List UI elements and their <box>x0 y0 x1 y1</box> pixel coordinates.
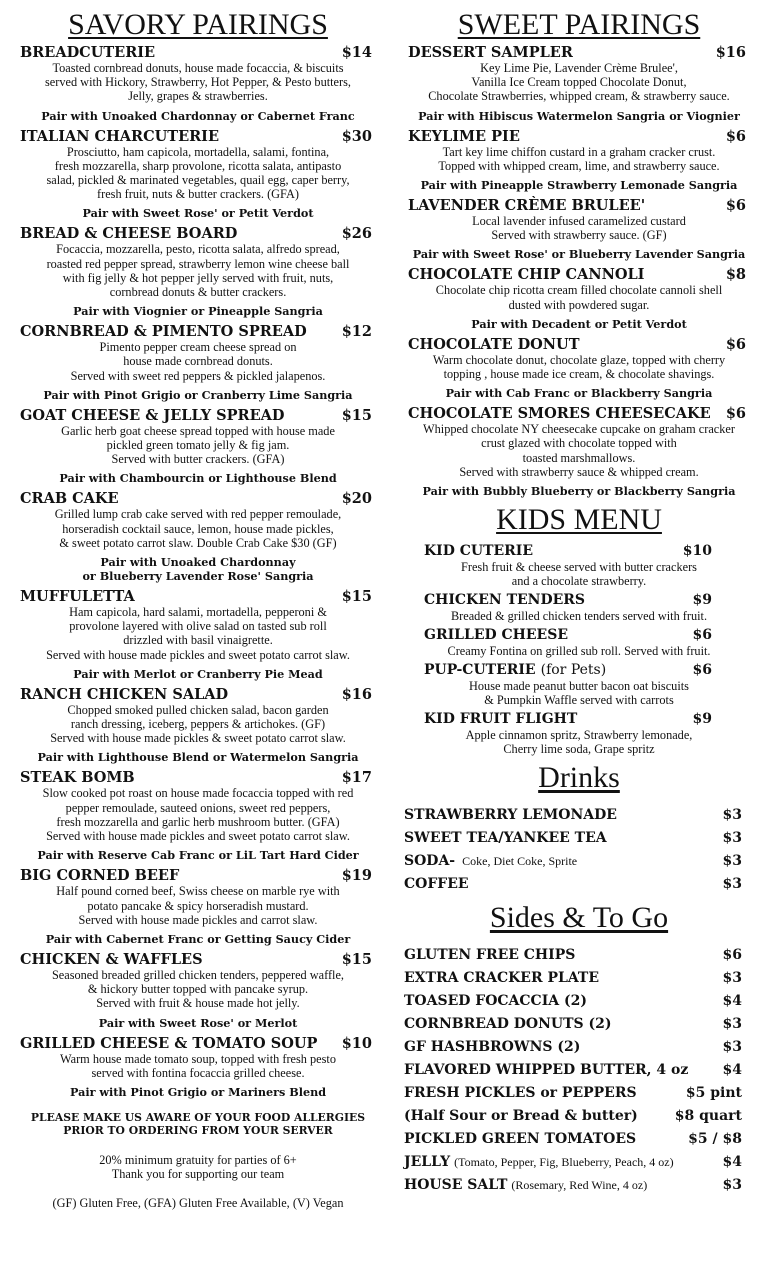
item-name-row <box>398 128 760 145</box>
item-price: $15 <box>341 588 372 606</box>
item-description: Warm house made tomato soup, topped with fresh pesto served with fontina focaccia grilled cheese. <box>60 1051 336 1080</box>
item-name: BIG CORNED BEEF <box>20 867 180 885</box>
kids-item-title: CHICKEN TENDERS <box>424 592 586 609</box>
right-column <box>398 0 760 1197</box>
kids-item-title: GRILLED CHEESE <box>424 627 569 644</box>
drinks-item-row <box>398 873 760 896</box>
drinks-item-price: $3 <box>722 830 742 847</box>
kids-item-price: $6 <box>692 627 712 644</box>
item-description: Toasted cornbread donuts, house made focaccia, & biscuits served with Hickory, Strawberry, Hot Pepper, & Pesto butters, Jelly, grapes & strawberries. <box>45 61 351 104</box>
item-name: KEYLIME PIE <box>408 127 520 145</box>
item-name-row <box>10 588 386 605</box>
item-description: Whipped chocolate NY cheesecake cupcake on graham cracker crust glazed with chocolate topped with toasted marshmallows. Served with strawberry sauce & whipped cream. <box>423 422 735 479</box>
sides-item-row <box>398 1151 760 1174</box>
kids-item-name <box>424 592 585 609</box>
wine-pairing: Pair with Reserve Cab Franc or LiL Tart Hard Cider <box>37 848 359 863</box>
item-price: $14 <box>341 44 372 61</box>
drinks-item-name <box>404 850 577 873</box>
item-price: $26 <box>341 225 372 243</box>
sides-item-row <box>398 1013 760 1036</box>
item-description: Focaccia, mozzarella, pesto, ricotta salata, alfredo spread, roasted red pepper spread, strawberry lemon wine cheese ball with fig jelly & hot pepper jelly served with fruit, nuts, cornbread donuts & butter crackers. <box>46 242 350 300</box>
item-name: CHOCOLATE DONUT <box>408 335 580 353</box>
kids-item-description: Apple cinnamon spritz, Strawberry lemonade, Cherry lime soda, Grape spritz <box>465 728 693 757</box>
sides-item-title: PICKLED GREEN TOMATOES <box>404 1131 637 1148</box>
item-name-row <box>398 197 760 214</box>
item-description: Garlic herb goat cheese spread topped with house made pickled green tomato jelly & fig jam. Served with butter crackers. (GFA) <box>61 423 335 467</box>
item-name-row <box>10 407 386 424</box>
drinks-item-title: SWEET TEA/YANKEE TEA <box>404 830 607 847</box>
sides-item-row <box>398 967 760 990</box>
item-name: CHICKEN & WAFFLES <box>20 950 203 968</box>
wine-pairing: Pair with Viognier or Pineapple Sangria <box>73 304 323 319</box>
item-price: $8 <box>725 266 746 284</box>
item-price: $30 <box>341 127 372 145</box>
sides-item-row <box>398 1105 760 1128</box>
sides-item-row <box>398 1036 760 1059</box>
kids-item-description: Fresh fruit & cheese served with butter crackers and a chocolate strawberry. <box>461 560 697 589</box>
item-name-row <box>10 225 386 242</box>
item-description: Ham capicola, hard salami, mortadella, pepperoni & provolone layered with olive salad on tasted sub roll drizzled with basil vinaigrette. Served with house made pickles and sweet potato carrot slaw. <box>46 605 350 662</box>
item-name: LAVENDER CRÈME BRULEE' <box>408 197 646 215</box>
wine-pairing: Pair with Decadent or Petit Verdot <box>471 316 687 331</box>
drinks-item-title: COFFEE <box>404 876 469 893</box>
kids-item-price: $6 <box>692 662 712 679</box>
sides-item-price: $6 <box>722 947 742 964</box>
wine-pairing: Pair with Cab Franc or Blackberry Sangria <box>445 386 713 401</box>
wine-pairing: Pair with Pineapple Strawberry Lemonade Sangria <box>420 178 738 193</box>
diet-legend: (GF) Gluten Free, (GFA) Gluten Free Available, (V) Vegan <box>52 1195 344 1210</box>
sides-item-name <box>404 1128 636 1151</box>
sides-item-name <box>404 1151 674 1174</box>
sides-item-row <box>398 944 760 967</box>
sides-item-price: $3 <box>722 970 742 987</box>
sides-item-title: CORNBREAD DONUTS (2) <box>404 1016 612 1033</box>
kids-item-name <box>424 543 533 560</box>
wine-pairing: Pair with Sweet Rose' or Merlot <box>98 1015 298 1030</box>
item-name-row <box>10 951 386 968</box>
item-price: $6 <box>725 335 746 353</box>
menu-item <box>10 588 386 681</box>
item-name: CHOCOLATE SMORES CHEESECAKE <box>408 405 711 423</box>
sides-item-title: EXTRA CRACKER PLATE <box>404 970 600 987</box>
item-name-row <box>10 769 386 786</box>
savory-title: SAVORY PAIRINGS <box>68 8 328 41</box>
item-price: $17 <box>341 769 372 787</box>
item-description: Seasoned breaded grilled chicken tenders, peppered waffle, & hickory butter topped with pancake syrup. Served with fruit & house made hot jelly. <box>51 967 345 1011</box>
item-description: Chocolate chip ricotta cream filled chocolate cannoli shell dusted with powdered sugar. <box>435 283 723 312</box>
sides-item-price: $3 <box>722 1177 742 1194</box>
item-name-row <box>398 336 760 353</box>
kids-item-name <box>424 711 577 728</box>
sides-item-row <box>398 1082 760 1105</box>
kids-item-row <box>398 627 760 644</box>
kids-item-description: Creamy Fontina on grilled sub roll. Served with fruit. <box>447 644 711 659</box>
sides-item-title: JELLY <box>404 1154 451 1171</box>
kids-item-title: PUP-CUTERIE <box>424 662 536 679</box>
menu-item <box>10 225 386 318</box>
item-name: BREAD & CHEESE BOARD <box>20 225 238 243</box>
kids-item-row <box>398 711 760 728</box>
item-description: Half pound corned beef, Swiss cheese on marble rye with potato pancake & spicy horseradish mustard. Served with house made pickles and carrot slaw. <box>56 884 340 927</box>
item-description: Warm chocolate donut, chocolate glaze, topped with cherry topping , house made ice cream, & chocolate shavings. <box>432 352 726 382</box>
sides-item-detail: (Tomato, Pepper, Fig, Blueberry, Peach, 4 oz) <box>454 1155 674 1170</box>
menu-item <box>10 323 386 402</box>
kids-item-description: Breaded & grilled chicken tenders served with fruit. <box>450 609 708 624</box>
menu-item <box>10 407 386 486</box>
item-name: RANCH CHICKEN SALAD <box>20 685 229 703</box>
menu-item <box>10 1035 386 1099</box>
item-price: $10 <box>341 1034 372 1052</box>
wine-pairing: Pair with Pinot Grigio or Mariners Blend <box>69 1084 327 1099</box>
kids-item-title: KID CUTERIE <box>424 543 534 560</box>
sides-item-detail: (Rosemary, Red Wine, 4 oz) <box>511 1178 648 1193</box>
sides-item-price: $5 pint <box>685 1085 742 1102</box>
sides-item-name <box>404 1013 612 1036</box>
item-price: $6 <box>725 197 746 215</box>
item-name-row <box>10 686 386 703</box>
sides-item-title: FLAVORED WHIPPED BUTTER, 4 oz <box>404 1062 689 1079</box>
wine-pairing: Pair with Sweet Rose' or Blueberry Lavender Sangria <box>412 247 746 262</box>
item-name: STEAK BOMB <box>20 769 135 787</box>
sides-item-name <box>404 1059 688 1082</box>
item-name: GOAT CHEESE & JELLY SPREAD <box>20 406 285 424</box>
kids-item-row <box>398 662 760 679</box>
menu-item <box>398 44 760 123</box>
wine-pairing: Pair with Sweet Rose' or Petit Verdot <box>82 206 314 221</box>
sides-item-name <box>404 1036 580 1059</box>
wine-pairing: Pair with Chambourcin or Lighthouse Blend <box>59 471 337 486</box>
item-description: Slow cooked pot roast on house made focaccia topped with red pepper remoulade, sauteed onions, sweet red peppers, fresh mozzarella and garlic herb mushroom butter. (GFA) Served with house made pickles and sweet potato carrot slaw. <box>42 786 354 844</box>
drinks-item-detail: Coke, Diet Coke, Sprite <box>459 854 578 869</box>
item-name-row <box>398 44 760 61</box>
sides-item-price: $8 quart <box>674 1108 742 1125</box>
drinks-item-price: $3 <box>722 807 742 824</box>
item-name-row <box>10 490 386 507</box>
drinks-item-row <box>398 850 760 873</box>
sides-item-price: $4 <box>722 993 742 1010</box>
drinks-item-title: STRAWBERRY LEMONADE <box>404 807 617 824</box>
item-description: Tart key lime chiffon custard in a graham cracker crust. Topped with whipped cream, lime, and strawberry sauce. <box>438 144 720 173</box>
kids-item-title: KID FRUIT FLIGHT <box>424 711 578 728</box>
drinks-item-name <box>404 873 469 896</box>
allergy-notice: PLEASE MAKE US AWARE OF YOUR FOOD ALLERGIES PRIOR TO ORDERING FROM YOUR SERVER <box>30 1110 366 1137</box>
item-price: $12 <box>341 323 372 341</box>
drinks-item-price: $3 <box>722 876 742 893</box>
sides-item-name <box>404 1082 637 1105</box>
sides-item-row <box>398 1174 760 1197</box>
sides-item-name <box>404 1174 647 1197</box>
item-price: $15 <box>341 406 372 424</box>
item-price: $6 <box>725 405 746 423</box>
kids-item-row <box>398 592 760 609</box>
sides-item-title: (Half Sour or Bread & butter) <box>404 1108 638 1125</box>
item-name: BREADCUTERIE <box>20 44 156 61</box>
wine-pairing: Pair with Unoaked Chardonnay or Cabernet Franc <box>41 108 355 123</box>
sides-item-name <box>404 967 599 990</box>
item-name: CORNBREAD & PIMENTO SPREAD <box>20 323 307 341</box>
wine-pairing: Pair with Pinot Grigio or Cranberry Lime Sangria <box>43 387 353 402</box>
drinks-item-price: $3 <box>722 853 742 870</box>
wine-pairing: Pair with Lighthouse Blend or Watermelon Sangria <box>37 750 359 765</box>
menu-item <box>398 336 760 400</box>
menu-item <box>398 266 760 330</box>
sweet-title: SWEET PAIRINGS <box>457 8 701 41</box>
kids-item-row <box>398 543 760 560</box>
kids-item-price: $9 <box>692 592 712 609</box>
kids-item-name <box>424 627 568 644</box>
sides-item-row <box>398 1128 760 1151</box>
sides-item-title: GLUTEN FREE CHIPS <box>404 947 576 964</box>
drinks-item-row <box>398 827 760 850</box>
item-price: $16 <box>341 685 372 703</box>
item-description: Local lavender infused caramelized custard Served with strawberry sauce. (GF) <box>472 214 686 243</box>
item-description: Key Lime Pie, Lavender Crème Brulee', Vanilla Ice Cream topped Chocolate Donut, Chocolate Strawberries, whipped cream, & strawberry sauce. <box>428 61 730 104</box>
kids-item-description: House made peanut butter bacon oat biscuits & Pumpkin Waffle served with carrots <box>469 679 689 708</box>
wine-pairing: Pair with Cabernet Franc or Getting Saucy Cider <box>45 931 351 946</box>
item-description: Prosciutto, ham capicola, mortadella, salami, fontina, fresh mozzarella, sharp provolone, ricotta salata, antipasto salad, pickled & marinated vegetables, quail egg, caper berry, fresh fruit, nuts & butter crackers. (GFA) <box>46 144 350 202</box>
item-name-row <box>10 323 386 340</box>
sides-item-price: $4 <box>722 1062 742 1079</box>
menu-item <box>398 128 760 192</box>
wine-pairing: Pair with Unoaked Chardonnay or Blueberry Lavender Rose' Sangria <box>82 555 314 584</box>
menu-item <box>10 686 386 765</box>
sides-item-title: FRESH PICKLES or PEPPERS <box>404 1085 637 1102</box>
sides-item-title: GF HASHBROWNS (2) <box>404 1039 581 1056</box>
sides-item-price: $3 <box>722 1016 742 1033</box>
sides-item-name <box>404 990 587 1013</box>
menu-item <box>398 197 760 261</box>
sides-item-title: TOASED FOCACCIA (2) <box>404 993 587 1010</box>
item-name-row <box>398 405 760 422</box>
menu-item <box>10 490 386 583</box>
menu-item <box>10 867 386 946</box>
kids-item-price: $9 <box>692 711 712 728</box>
item-price: $16 <box>715 44 746 61</box>
menu-item <box>10 128 386 221</box>
drinks-item-row <box>398 804 760 827</box>
menu-item <box>10 44 386 123</box>
menu-item <box>10 769 386 862</box>
sides-item-name <box>404 1105 638 1128</box>
item-name: CRAB CAKE <box>20 490 119 508</box>
sides-item-name <box>404 944 575 967</box>
sides-item-title: HOUSE SALT <box>404 1177 508 1194</box>
kids-item-price: $10 <box>682 543 712 560</box>
sides-item-price: $5 / $8 <box>688 1131 742 1148</box>
sides-item-row <box>398 990 760 1013</box>
drinks-item-title: SODA- <box>404 853 456 870</box>
item-description: Pimento pepper cream cheese spread on house made cornbread donuts. Served with sweet red peppers & pickled jalapenos. <box>70 340 326 383</box>
wine-pairing: Pair with Hibiscus Watermelon Sangria or Viognier <box>418 108 740 123</box>
item-price: $19 <box>341 867 372 885</box>
wine-pairing: Pair with Merlot or Cranberry Pie Mead <box>73 666 323 681</box>
item-price: $20 <box>341 490 372 508</box>
kids-item-suffix: (for Pets) <box>540 662 607 679</box>
drinks-item-name <box>404 804 617 827</box>
sides-item-price: $4 <box>722 1154 742 1171</box>
item-name: DESSERT SAMPLER <box>408 44 573 61</box>
item-name-row <box>10 128 386 145</box>
item-description: Chopped smoked pulled chicken salad, bacon garden ranch dressing, iceberg, peppers & artichokes. (GF) Served with house made pickles & sweet potato carrot slaw. <box>50 702 346 746</box>
menu-item <box>398 405 760 498</box>
savory-column <box>10 0 386 1211</box>
item-name: CHOCOLATE CHIP CANNOLI <box>408 266 645 284</box>
wine-pairing: Pair with Bubbly Blueberry or Blackberry Sangria <box>422 484 736 499</box>
drinks-item-name <box>404 827 607 850</box>
item-name: GRILLED CHEESE & TOMATO SOUP <box>20 1034 318 1052</box>
kids-title: KIDS MENU <box>496 503 662 537</box>
gratuity-note: 20% minimum gratuity for parties of 6+ Thank you for supporting our team <box>99 1152 297 1182</box>
menu-item <box>10 951 386 1030</box>
item-name-row <box>398 266 760 283</box>
item-price: $6 <box>725 127 746 145</box>
item-name-row <box>10 44 386 61</box>
item-price: $15 <box>341 950 372 968</box>
sides-title: Sides & To Go <box>489 901 669 935</box>
item-name: MUFFULETTA <box>20 588 135 606</box>
item-name: ITALIAN CHARCUTERIE <box>20 127 220 145</box>
item-name-row <box>10 867 386 884</box>
sides-item-row <box>398 1059 760 1082</box>
item-name-row <box>10 1035 386 1052</box>
item-description: Grilled lump crab cake served with red pepper remoulade, horseradish cocktail sauce, lemon, house made pickles, & sweet potato carrot slaw. Double Crab Cake $30 (GF) <box>54 507 342 550</box>
drinks-title: Drinks <box>538 761 620 795</box>
kids-item-name <box>424 662 606 679</box>
sides-item-price: $3 <box>722 1039 742 1056</box>
